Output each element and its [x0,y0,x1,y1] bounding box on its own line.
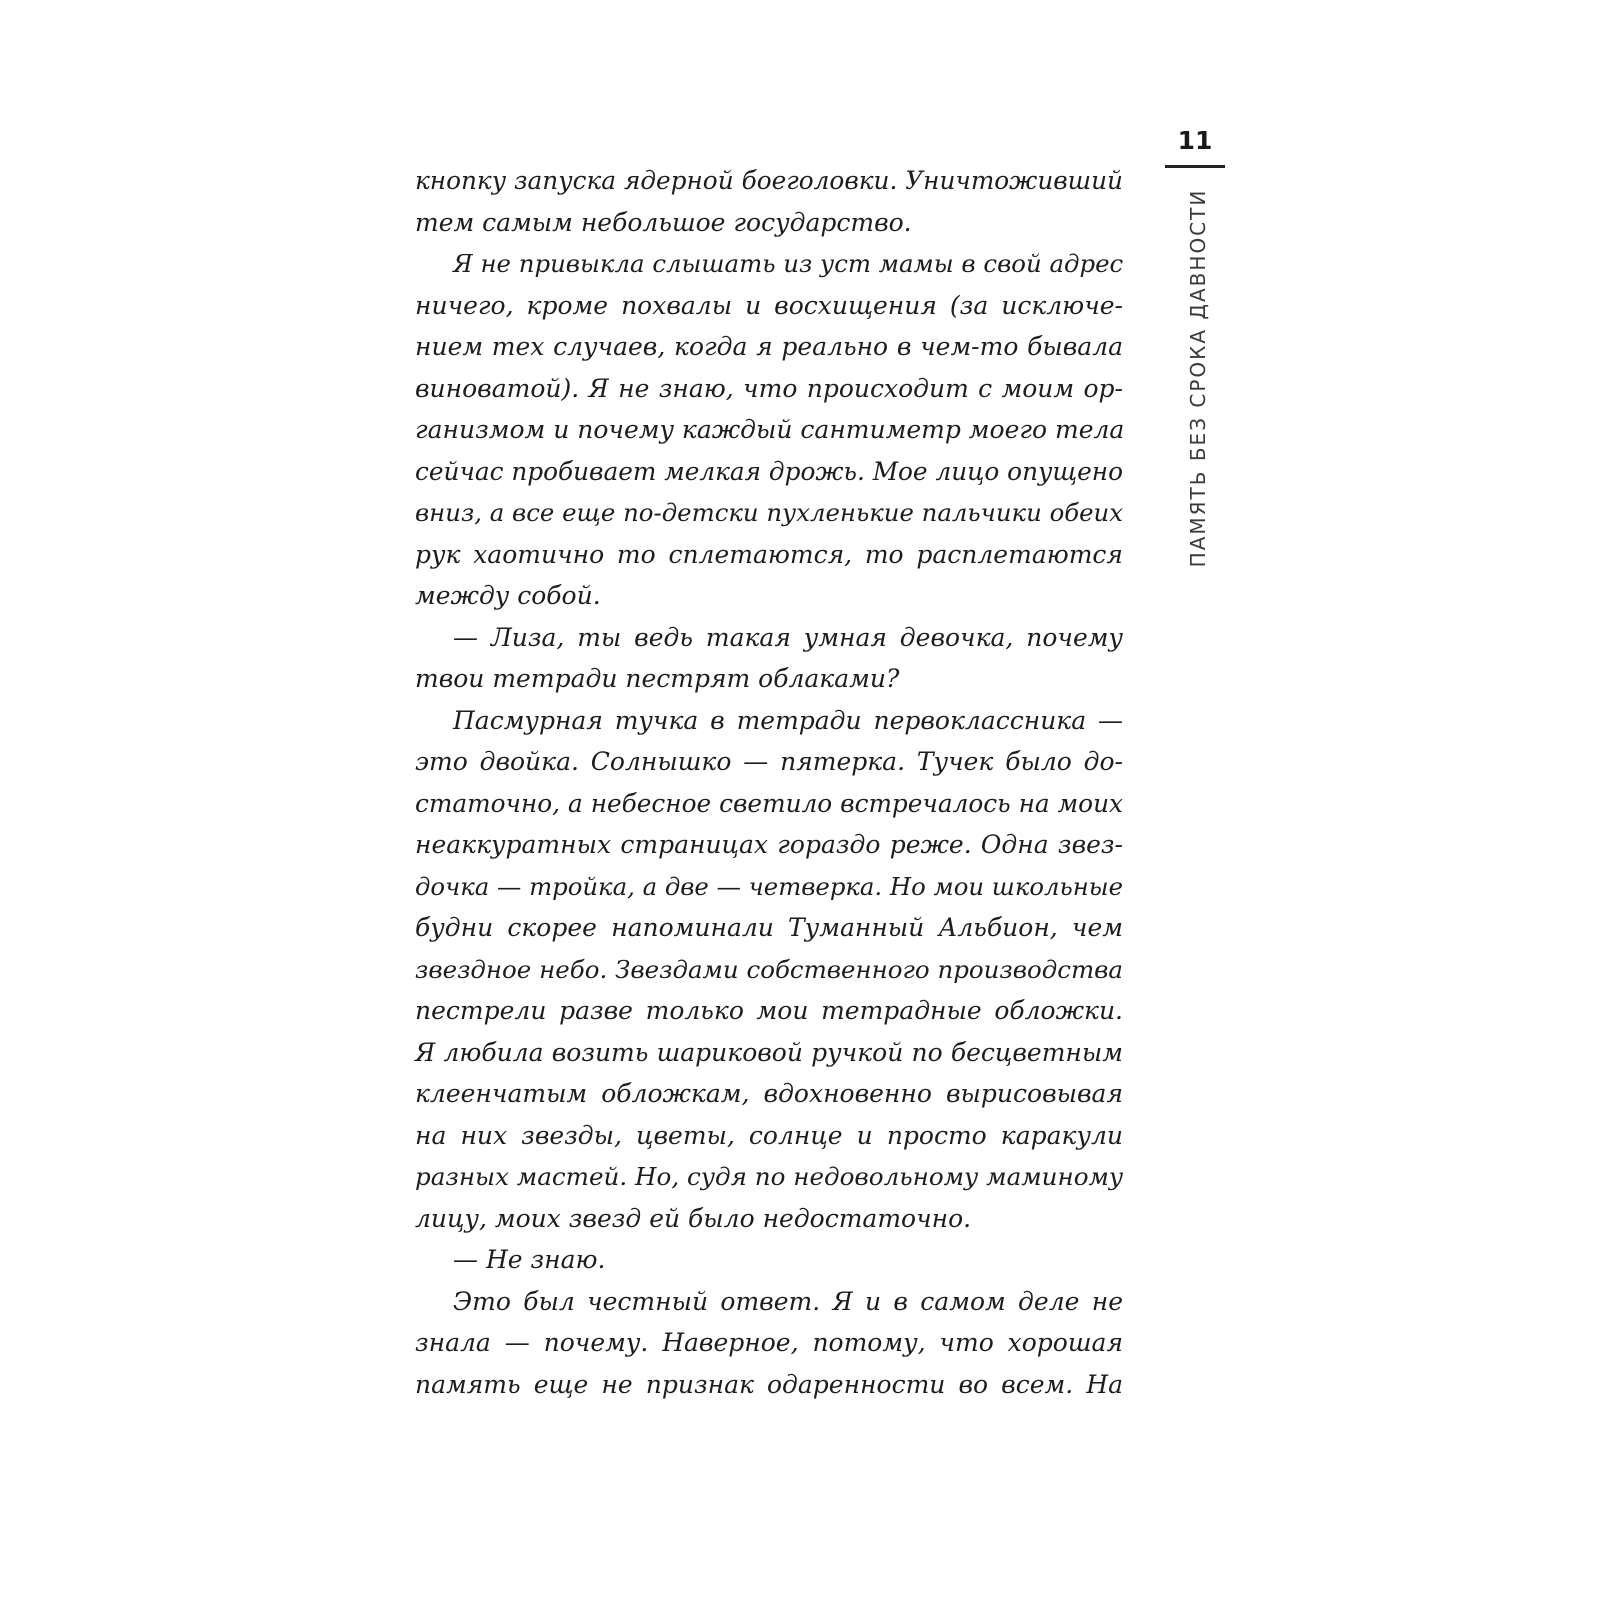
running-title-text: ПАМЯТЬ БЕЗ СРОКА ДАВНОСТИ [1186,188,1210,568]
header-rule [1165,165,1225,168]
text-line: Я не привыкла слышать из уст мамы в свой адрес [453,249,1124,278]
text-line: — Не знаю. [453,1245,606,1274]
text-line: память еще не признак одаренности во всем. На [415,1369,1123,1399]
text-line: Пасмурная тучка в тетради первоклассника — [453,705,1123,735]
text-line: это двойка. Солнышко — пятерка. Тучек было до- [415,747,1123,776]
text-line: будни скорее напоминали Туманный Альбион, чем [415,913,1123,942]
text-line: знала — почему. Наверное, потому, что хорошая [415,1328,1123,1357]
text-line: клеенчатым обложкам, вдохновенно вырисовывая [415,1079,1123,1108]
text-line: тем самым небольшое государство. [415,207,912,237]
text-line: на них звезды, цветы, солнце и просто каракули [415,1120,1123,1150]
text-line: сейчас пробивает мелкая дрожь. Мое лицо опущено [415,456,1124,486]
text-line: нием тех случаев, когда я реально в чем-то бывала [415,332,1123,361]
text-line: звездное небо. Звездами собственного производства [415,954,1123,984]
text-line: виноватой). Я не знаю, что происходит с моим ор- [415,373,1123,403]
text-line: — Лиза, ты ведь такая умная девочка, почему [453,622,1123,652]
text-line: вниз, а все еще по-детски пухленькие пальчики обеих [415,498,1123,527]
body-text [415,160,1123,1405]
text-line: рук хаотично то сплетаются, то расплетаются [415,539,1123,569]
text-line: статочно, а небесное светило встречалось на моих [415,788,1123,818]
text-line: Я любила возить шариковой ручкой по бесцветным [415,1037,1123,1067]
text-line: ганизмом и почему каждый сантиметр моего тела [415,415,1125,444]
text-line: между собой. [415,581,601,610]
text-line: неаккуратных страницах гораздо реже. Одна звез- [415,830,1123,859]
text-line: лицу, моих звезд ей было недостаточно. [415,1203,972,1233]
text-line: пестрели разве только мои тетрадные обложки. [415,996,1123,1025]
text-line: твои тетради пестрят облаками? [415,664,900,693]
text-line: ничего, кроме похвалы и восхищения (за исключе- [415,290,1123,320]
page-number: 11 [1177,126,1213,155]
text-line: разных мастей. Но, судя по недовольному маминому [415,1162,1124,1191]
text-line: Это был честный ответ. Я и в самом деле не [453,1286,1123,1316]
text-line: кнопку запуска ядерной боеголовки. Уничтоживший [415,166,1123,195]
text-line: дочка — тройка, а две — четверка. Но мои школьные [415,871,1123,901]
